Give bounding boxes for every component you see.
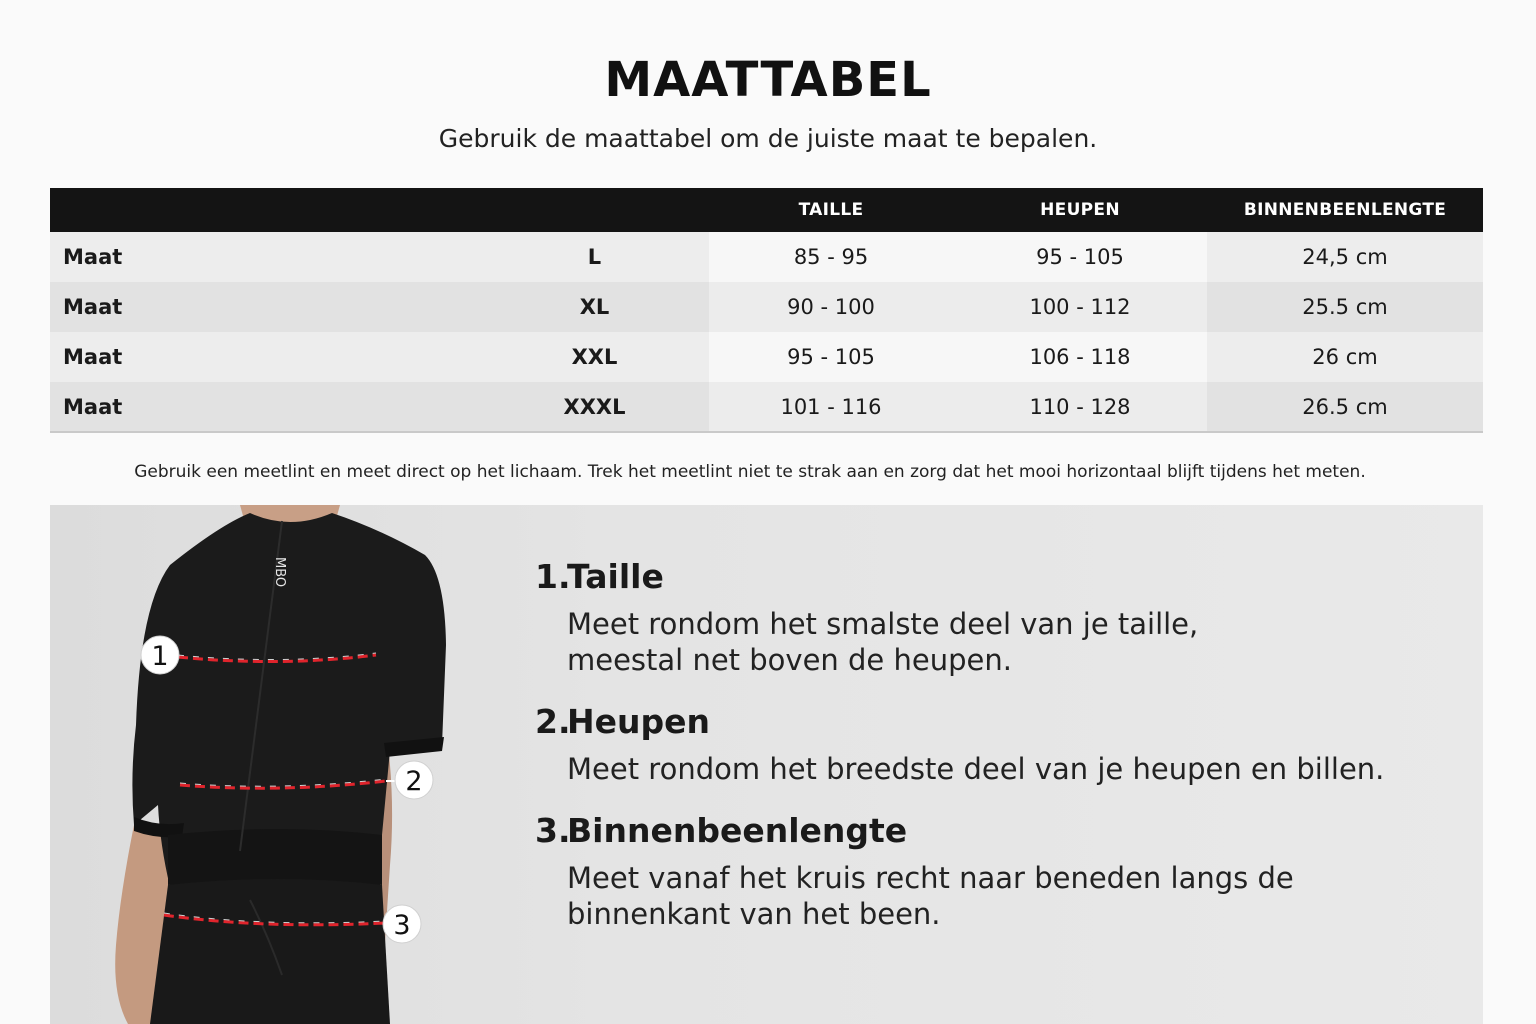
header-label <box>50 188 480 232</box>
table-row <box>50 232 1483 282</box>
row-size: XL <box>480 282 709 332</box>
row-label: Maat <box>50 332 480 382</box>
step-binnenbeenlengte <box>535 811 1455 932</box>
model-figure <box>50 505 510 1024</box>
marker-2-label: 2 <box>405 766 423 797</box>
row-label: Maat <box>50 282 480 332</box>
row-heupen: 100 - 112 <box>953 282 1207 332</box>
size-table <box>50 188 1483 433</box>
bib-shorts <box>150 879 390 1024</box>
step-title <box>535 557 1455 596</box>
header-size <box>480 188 709 232</box>
jersey-waistband <box>168 829 382 885</box>
step-taille <box>535 557 1455 678</box>
row-binnenbeen: 26.5 cm <box>1207 382 1483 432</box>
header-taille: TAILLE <box>798 200 864 220</box>
table-row <box>50 332 1483 382</box>
table-row <box>50 382 1483 432</box>
step-description: Meet rondom het smalste deel van je taille, meestal net boven de heupen. <box>567 607 1199 677</box>
brand-mark: MBO <box>272 557 287 588</box>
header-heupen: HEUPEN <box>1040 200 1120 220</box>
measurement-steps <box>535 557 1455 956</box>
row-binnenbeen: 24,5 cm <box>1207 232 1483 282</box>
measurement-guide <box>50 505 1483 1024</box>
page-subtitle: Gebruik de maattabel om de juiste maat te bepalen. <box>438 124 1098 153</box>
row-heupen: 106 - 118 <box>953 332 1207 382</box>
step-number: 2. <box>535 702 571 741</box>
row-label: Maat <box>50 382 480 432</box>
step-number: 3. <box>535 811 571 850</box>
row-size: L <box>480 232 709 282</box>
row-taille: 90 - 100 <box>709 282 953 332</box>
step-title-text: Binnenbeenlengte <box>567 811 908 850</box>
step-description: Meet rondom het breedste deel van je heupen en billen. <box>567 752 1385 786</box>
marker-2 <box>395 761 433 799</box>
row-label: Maat <box>50 232 480 282</box>
row-taille: 95 - 105 <box>709 332 953 382</box>
row-taille: 85 - 95 <box>709 232 953 282</box>
marker-3-label: 3 <box>393 910 411 941</box>
table-header-row <box>50 188 1483 232</box>
table-row <box>50 282 1483 332</box>
row-binnenbeen: 26 cm <box>1207 332 1483 382</box>
header-binnenbeenlengte: BINNENBEENLENGTE <box>1243 200 1447 220</box>
marker-1 <box>141 636 179 674</box>
marker-1-label: 1 <box>151 641 169 672</box>
step-description: Meet vanaf het kruis recht naar beneden langs de binnenkant van het been. <box>567 861 1294 931</box>
measuring-note: Gebruik een meetlint en meet direct op het lichaam. Trek het meetlint niet te strak aan en zorg dat het mooi horizontaal blijft tijdens het meten. <box>134 462 1366 482</box>
step-title-text: Heupen <box>567 702 710 741</box>
step-title <box>535 811 1455 850</box>
row-taille: 101 - 116 <box>709 382 953 432</box>
row-size: XXXL <box>480 382 709 432</box>
marker-3 <box>383 905 421 943</box>
row-binnenbeen: 25.5 cm <box>1207 282 1483 332</box>
step-number: 1. <box>535 557 571 596</box>
step-title-text: Taille <box>567 557 664 596</box>
row-heupen: 95 - 105 <box>953 232 1207 282</box>
page-title: MAATTABEL <box>604 52 932 108</box>
step-heupen <box>535 702 1455 787</box>
row-heupen: 110 - 128 <box>953 382 1207 432</box>
row-size: XXL <box>480 332 709 382</box>
step-title <box>535 702 1455 741</box>
